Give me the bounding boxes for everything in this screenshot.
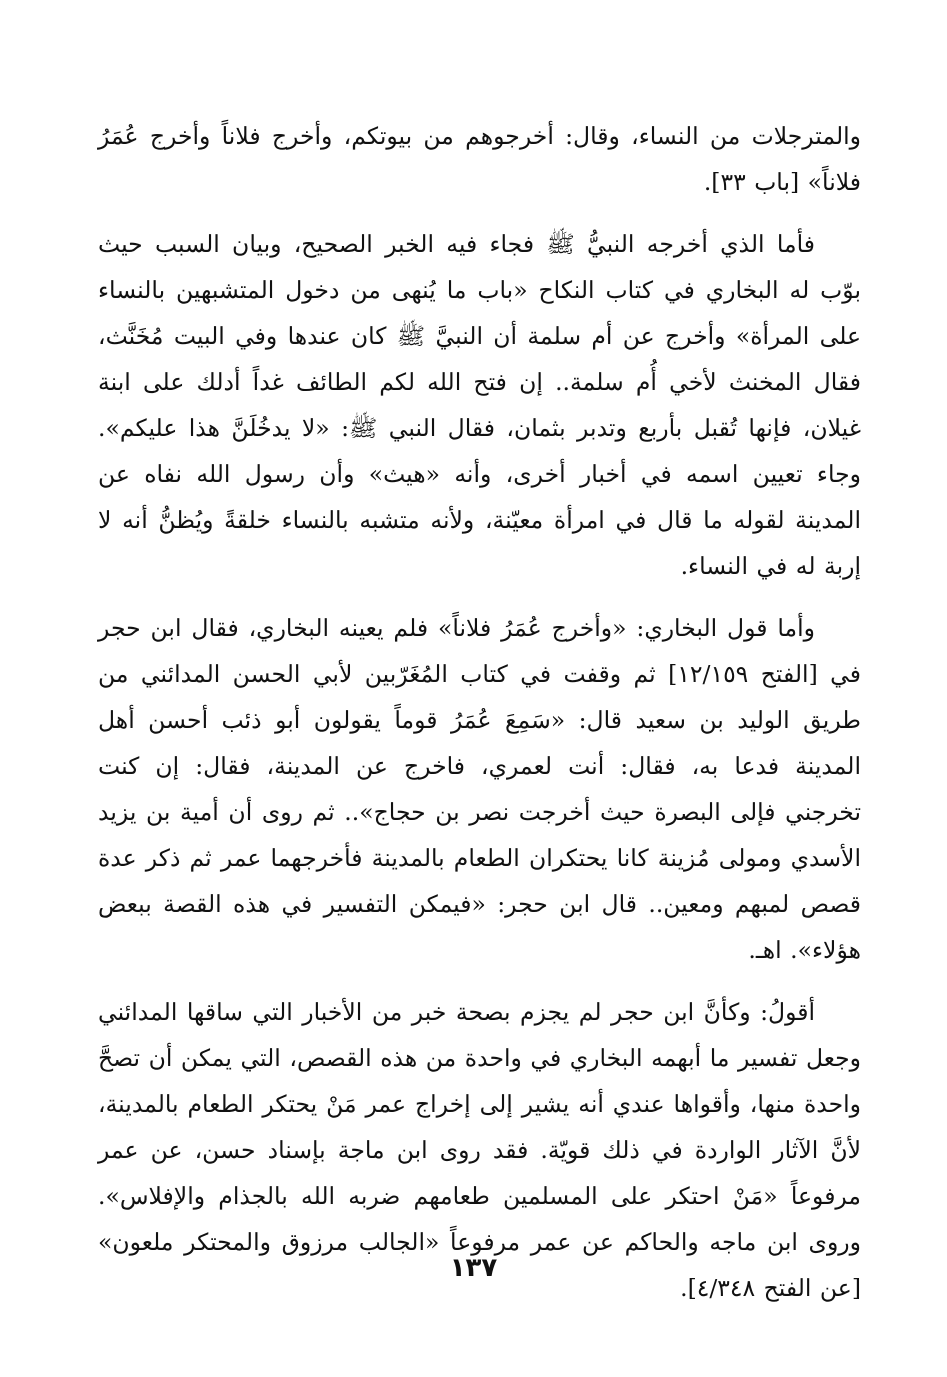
body-text bbox=[98, 113, 861, 1311]
page-number: ١٣٧ bbox=[449, 1253, 498, 1283]
paragraph-author-opinion: أقولُ: وكأنَّ ابن حجر لم يجزم بصحة خبر من الأخبار التي ساقها المدائني وجعل تفسير ما أبهمه البخاري في واحدة من هذه القصص، التي يمكن أن تصحَّ واحدة منها، وأقواها عندي أنه يشير إلى إخراج عمر مَنْ يحتكر الطعام بالمدينة، لأنَّ الآثار الواردة في ذلك قويّة. فقد روى ابن ماجة بإسناد حسن، عن عمر مرفوعاً «مَنْ احتكر على المسلمين طعامهم ضربه الله بالجذام والإفلاس». وروى ابن ماجه والحاكم عن عمر مرفوعاً «الجالب مرزوق والمحتكر ملعون» [عن الفتح ٤/٣٤٨]. bbox=[98, 998, 861, 1302]
paragraph-umar-expulsion: وأما قول البخاري: «وأخرج عُمَرُ فلاناً» فلم يعينه البخاري، فقال ابن حجر في [الفتح ١٢/١٥٩] ثم وقفت في كتاب المُغَرّبين لأبي الحسن المدائني من طريق الوليد بن سعيد قال: «سَمِعَ عُمَرُ قوماً يقولون أبو ذئب أحسن أهل المدينة فدعا به، فقال: أنت لعمري، فاخرج عن المدينة، فقال: إن كنت تخرجني فإلى البصرة حيث أخرجت نصر بن حجاج».. ثم روى أن أمية بن يزيد الأسدي ومولى مُزينة كانا يحتكران الطعام بالمدينة فأخرجهما عمر ثم ذكر عدة قصص لمبهم ومعين.. قال ابن حجر: «فيمكن التفسير في هذه القصة ببعض هؤلاء». اهـ. bbox=[98, 614, 861, 964]
paragraph-continuation: والمترجلات من النساء، وقال: أخرجوهم من بيوتكم، وأخرج فلاناً وأخرج عُمَرُ فلاناً» [باب ٣٣]. bbox=[98, 122, 861, 196]
paragraph-prophet-expulsion: فأما الذي أخرجه النبيُّ ﷺ فجاء فيه الخبر الصحيح، وبيان السبب حيث بوّب له البخاري في كتاب النكاح «باب ما يُنهى من دخول المتشبهين بالنساء على المرأة» وأخرج عن أم سلمة أن النبيَّ ﷺ كان عندها وفي البيت مُخَنَّث، فقال المخنث لأخي أُم سلمة.. إن فتح الله لكم الطائف غداً أدلك على ابنة غيلان، فإنها تُقبل بأربع وتدبر بثمان، فقال النبي ﷺ: «لا يدخُلَنَّ هذا عليكم». وجاء تعيين اسمه في أخبار أخرى، وأنه «هيث» وأن رسول الله نفاه عن المدينة لقوله ما قال في امرأة معيّنة، ولأنه متشبه بالنساء خلقةً ويُظنُّ أنه لا إربة له في النساء. bbox=[98, 230, 861, 580]
